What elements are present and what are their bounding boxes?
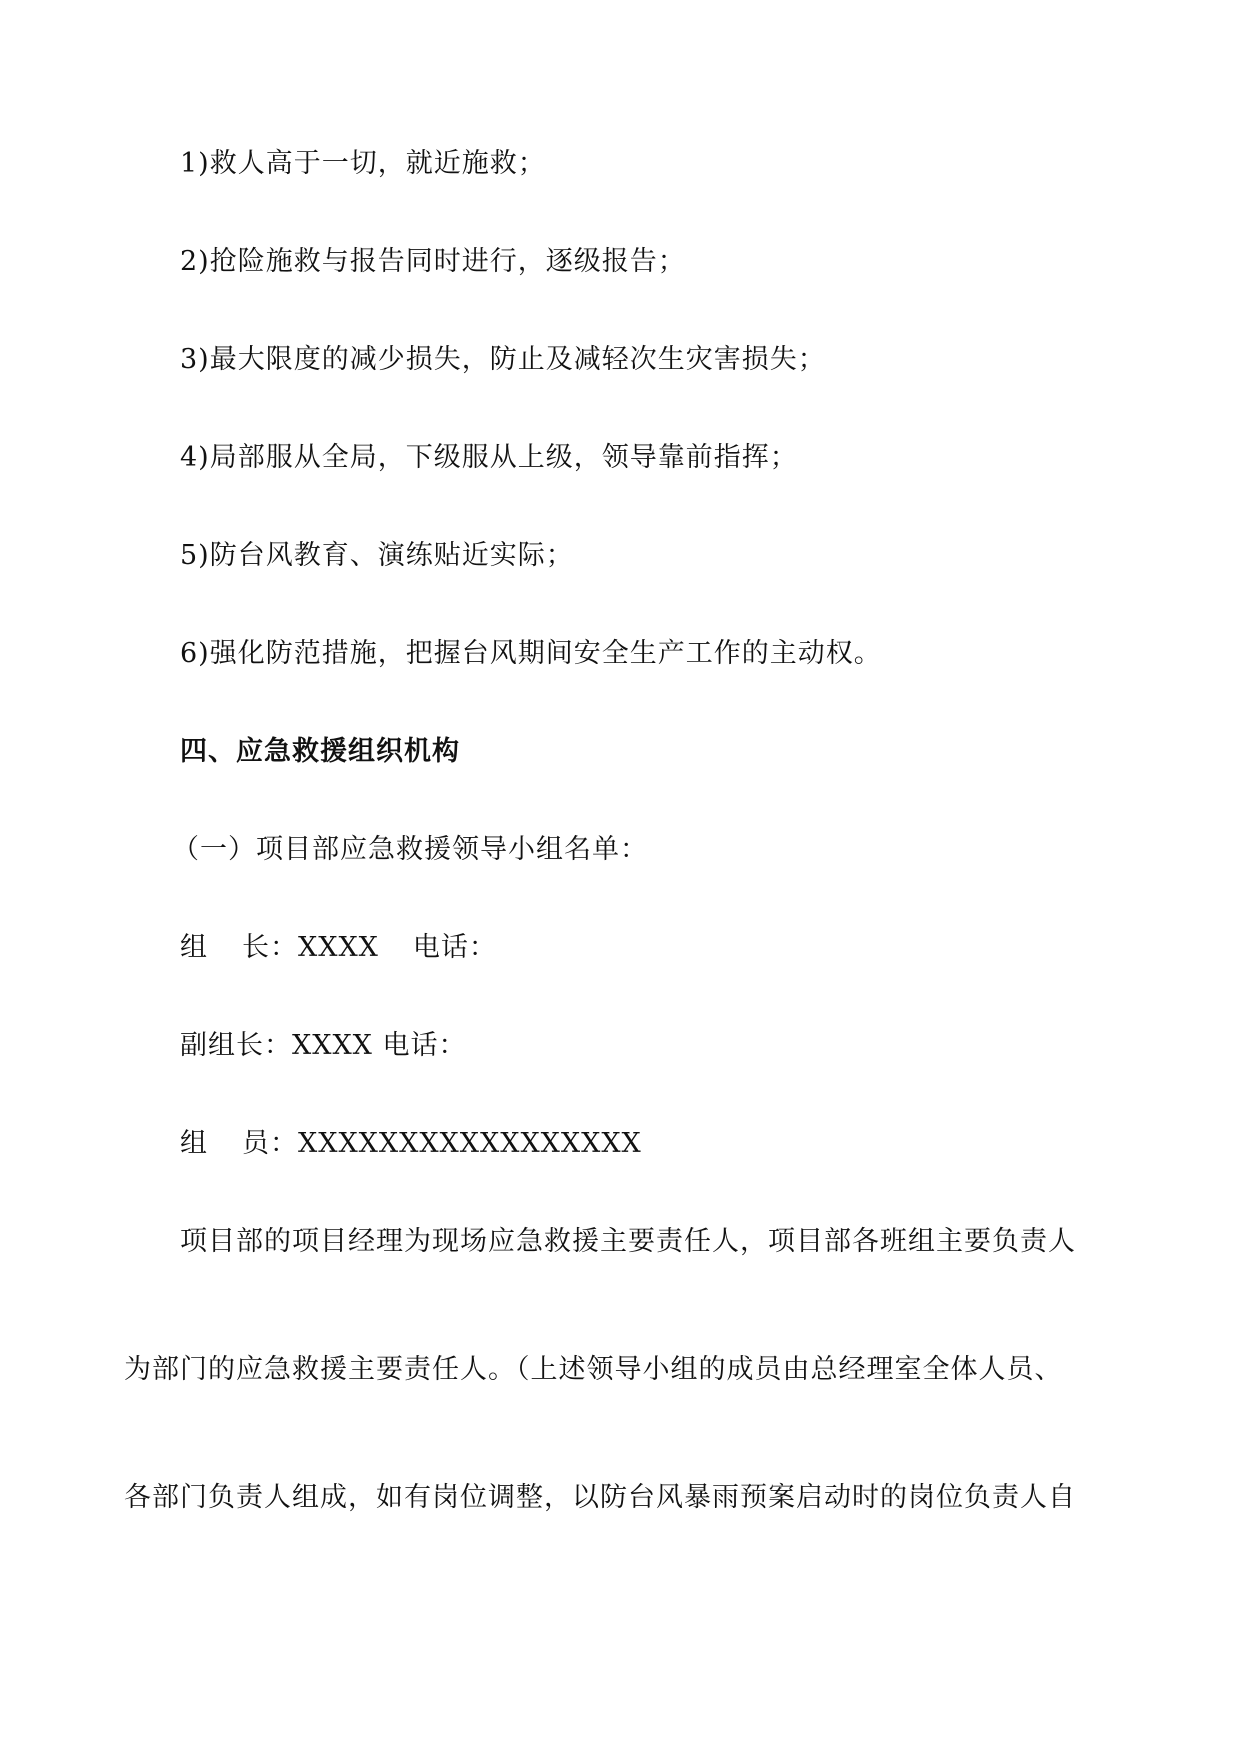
principle-1: 1)救人高于一切，就近施救；: [180, 148, 546, 179]
principle-4: 4)局部服从全局，下级服从上级，领导靠前指挥；: [180, 442, 798, 473]
paragraph-line-1: 项目部的项目经理为现场应急救援主要责任人，项目部各班组主要负责人: [180, 1226, 1076, 1257]
principle-3: 3)最大限度的减少损失，防止及减轻次生灾害损失；: [180, 344, 826, 375]
roster-leader: [180, 930, 497, 966]
paragraph-line-3: 各部门负责人组成，如有岗位调整，以防台风暴雨预案启动时的岗位负责人自: [124, 1482, 1076, 1513]
roster-members: [180, 1126, 642, 1162]
leader-label: 组: [180, 932, 208, 963]
principle-2: 2)抢险施救与报告同时进行，逐级报告；: [180, 246, 686, 277]
leader-phone: 电话：: [412, 932, 497, 963]
paragraph-line-2: 为部门的应急救援主要责任人。（上述领导小组的成员由总经理室全体人员、: [124, 1354, 1063, 1385]
member-label: 组: [180, 1128, 208, 1159]
member-names: 员：XXXXXXXXXXXXXXXXX: [242, 1128, 642, 1159]
section-heading: 四、应急救援组织机构: [180, 736, 460, 767]
principle-6: 6)强化防范措施，把握台风期间安全生产工作的主动权。: [180, 638, 882, 669]
subsection-heading: （一）项目部应急救援领导小组名单：: [172, 834, 648, 865]
principle-5: 5)防台风教育、演练贴近实际；: [180, 540, 574, 571]
leader-name: 长：XXXX: [242, 932, 379, 963]
roster-deputy: 副组长：XXXX 电话：: [180, 1030, 467, 1061]
